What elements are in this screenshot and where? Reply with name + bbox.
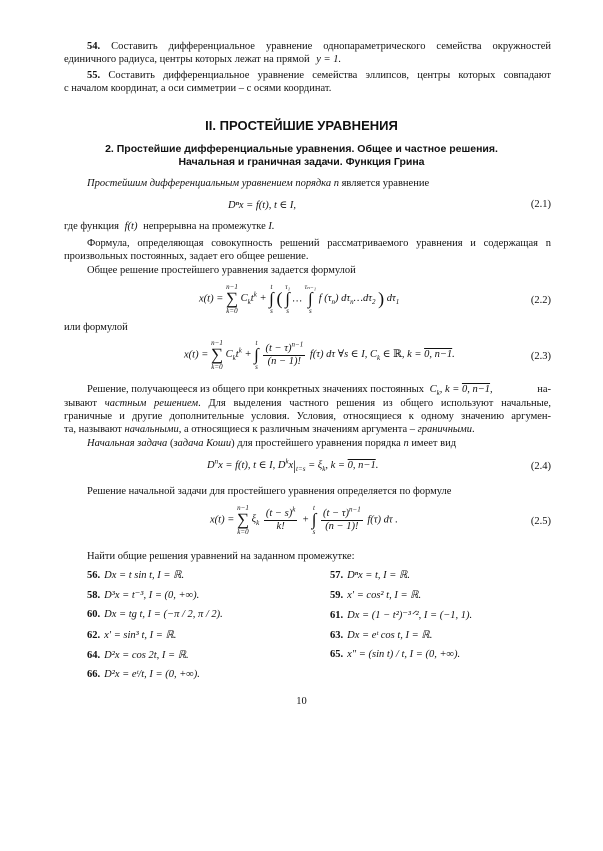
equation-2-4-number: (2.4) xyxy=(530,461,551,472)
sum-operator: n−1 ∑ k=0 xyxy=(225,283,239,315)
particular-line4 xyxy=(64,424,475,436)
exercise-number: 58. xyxy=(87,590,101,601)
problem-54-text: Составить дифференциальное уравнение однопараметрического семейства окружностей xyxy=(111,41,552,52)
chapter-title: II. ПРОСТЕЙШИЕ УРАВНЕНИЯ xyxy=(205,118,398,133)
problem-55-line1 xyxy=(87,70,551,82)
cauchy-term: задача Коши xyxy=(173,438,232,449)
particular-line2 xyxy=(64,398,551,410)
equation-2-1: Dⁿx = f(t), t ∈ I, xyxy=(228,200,297,211)
exercise-equation: Dx = eᵗ cos t, I = ℝ. xyxy=(347,630,433,641)
exercise-number: 64. xyxy=(87,650,101,661)
problem-55-text-2: с началом координат, а оси симметрии – с осями координат. xyxy=(64,83,332,94)
exercise-equation: Dx = tg t, I = (−π / 2, π / 2). xyxy=(104,609,223,620)
exercise-66 xyxy=(87,669,200,680)
particular-line3: граничные и другие дополнительные условия. Условия, относящиеся к одному значению аргумен- xyxy=(64,411,551,422)
initial-problem-term: Начальная задача xyxy=(87,438,168,449)
problem-55-line2 xyxy=(64,83,331,95)
particular-text-1: Решение, получающееся из общего при конкретных значениях постоянных xyxy=(87,384,424,395)
particular-term: частным решением xyxy=(104,398,199,409)
exercise-equation: Dx = t sin t, I = ℝ. xyxy=(104,570,185,581)
exercise-62 xyxy=(87,629,176,641)
exercise-number: 66. xyxy=(87,669,101,680)
where-line xyxy=(64,221,275,233)
exercise-65 xyxy=(330,649,460,660)
exercise-number: 60. xyxy=(87,609,101,620)
exercise-number: 61. xyxy=(330,610,344,621)
where-text-c: непрерывна на промежутке xyxy=(143,221,266,232)
exercise-number: 62. xyxy=(87,630,101,641)
task-line: Найти общие решения уравнений на заданном промежутке: xyxy=(87,551,355,562)
problem-54-line2 xyxy=(64,54,341,66)
integral-operator: t ∫ s xyxy=(269,283,274,315)
exercise-equation: D³x = t⁻³, I = (0, +∞). xyxy=(104,590,200,601)
equation-2-3-number: (2.3) xyxy=(530,351,551,362)
where-func: f(t) xyxy=(124,221,138,232)
exercise-equation: Dx = (1 − t²)⁻³ᐟ², I = (−1, 1). xyxy=(347,610,473,621)
exercise-61 xyxy=(330,609,472,621)
exercise-equation: D²x = cos 2t, I = ℝ. xyxy=(104,650,189,661)
exercise-equation: x′ = cos² t, I = ℝ. xyxy=(347,590,422,601)
solution-line: Решение начальной задачи для простейшего уравнения определяется по формуле xyxy=(87,486,452,497)
equation-2-2-number: (2.2) xyxy=(530,295,551,306)
problem-55-text: Составить дифференциальное уравнение семейства эллипсов, центры которых совпадают xyxy=(108,70,552,81)
exercise-63 xyxy=(330,629,432,641)
problem-54-number: 54. xyxy=(87,41,101,52)
exercise-56 xyxy=(87,569,184,581)
exercise-equation: x′ = sin³ t, I = ℝ. xyxy=(104,630,177,641)
exercise-equation: x″ = (sin t) / t, I = (0, +∞). xyxy=(347,649,461,660)
problem-54-text-2: единичного радиуса, центры которых лежат на прямой xyxy=(64,54,310,65)
paren-open: ( xyxy=(169,438,174,449)
exercise-58 xyxy=(87,589,199,601)
particular-text-4c: . xyxy=(471,424,475,435)
exercise-57 xyxy=(330,569,410,581)
definition-text: является уравнение xyxy=(341,178,430,189)
general-solution-line: Общее решение простейшего уравнения задается формулой xyxy=(87,265,356,276)
particular-text-2b: . Для выделения частного решения из общего используют начальные, xyxy=(198,398,551,409)
cauchy-order: n xyxy=(403,438,409,449)
exercise-number: 59. xyxy=(330,590,344,601)
cauchy-line xyxy=(87,438,456,450)
where-interval: I. xyxy=(268,221,275,232)
definition-line xyxy=(87,178,429,190)
exercise-number: 65. xyxy=(330,649,344,660)
fraction: $\frac{(t - \tau)^{n-1}}{(n - 1)!}$ xyxy=(265,340,304,367)
particular-line1 xyxy=(87,384,551,396)
exercise-60 xyxy=(87,609,223,620)
constants-symbol: $C_k$, k = 0, n−1, xyxy=(429,384,493,398)
boundary-term: граничными xyxy=(417,424,472,435)
formula-paragraph-line1: Формула, определяющая совокупность решений рассматриваемого уравнения и содержащая n xyxy=(87,238,551,249)
formula-paragraph-line2: произвольных постоянных, задает его общее решение. xyxy=(64,251,309,262)
equation-2-5-number: (2.5) xyxy=(530,516,551,527)
exercise-equation: D²x = eᵗ/t, I = (0, +∞). xyxy=(104,669,200,680)
problem-54-line1 xyxy=(87,41,551,53)
page-number: 10 xyxy=(296,696,307,707)
equation-2-2: x(t) = n−1 ∑ k=0 $C_kt^k$ + t ∫ s ( τ₁ ∫ s … τₙ₋₁ ∫ s f $(\tau_n)$ $d\tau_n\dots d\tau_2$ ) $d\tau_1$ xyxy=(199,283,400,315)
exercise-59 xyxy=(330,589,421,601)
equation-2-3: x(t) = n−1 ∑ k=0 $C_kt^k$ + t ∫ s $\frac{(t - \tau)^{n-1}}{(n - 1)!}$ f(τ) dτ ∀s ∈ I, $C_k$ ∈ ℝ, k = 0, n−1. xyxy=(184,339,455,371)
section-title-line1: 2. Простейшие дифференциальные уравнения. Общее и частное решения. xyxy=(105,143,498,155)
or-formula-line: или формулой xyxy=(64,322,128,333)
problem-55-number: 55. xyxy=(87,70,101,81)
where-text-a: где функция xyxy=(64,221,119,232)
cauchy-text-b: ) для простейшего уравнения порядка xyxy=(231,438,401,449)
exercise-number: 57. xyxy=(330,570,344,581)
exercise-number: 56. xyxy=(87,570,101,581)
equation-2-4: $D^nx = f(t)$, t ∈ I, $D^kx|_{t=s} = \xi_k$, k = 0, n−1. xyxy=(207,457,379,474)
particular-text-4a: та, называют xyxy=(64,424,122,435)
problem-54-equation: y = 1. xyxy=(316,54,342,65)
order-symbol: n xyxy=(333,178,339,189)
particular-text-end: на- xyxy=(537,384,551,395)
exercise-64 xyxy=(87,649,189,661)
particular-text-4b: , а относящиеся к различным значениям аргумента – xyxy=(178,424,415,435)
section-title-line2: Начальная и граничная задачи. Функция Грина xyxy=(178,156,425,168)
cauchy-text-c: имеет вид xyxy=(411,438,457,449)
equation-2-5: x(t) = n−1 ∑ k=0 $\xi_k$ $\frac{(t - s)^k}{k!}$ + t ∫ s $\frac{(t - \tau)^{n-1}}{(n - 1)!}$ f(τ) dτ . xyxy=(210,504,398,536)
exercise-equation: Dⁿx = t, I = ℝ. xyxy=(347,570,410,581)
particular-text-2a: зывают xyxy=(64,398,97,409)
exercise-number: 63. xyxy=(330,630,344,641)
equation-2-1-number: (2.1) xyxy=(530,199,551,210)
initial-term: начальными xyxy=(124,424,179,435)
definition-term: Простейшим дифференциальным уравнением порядка xyxy=(87,178,332,189)
